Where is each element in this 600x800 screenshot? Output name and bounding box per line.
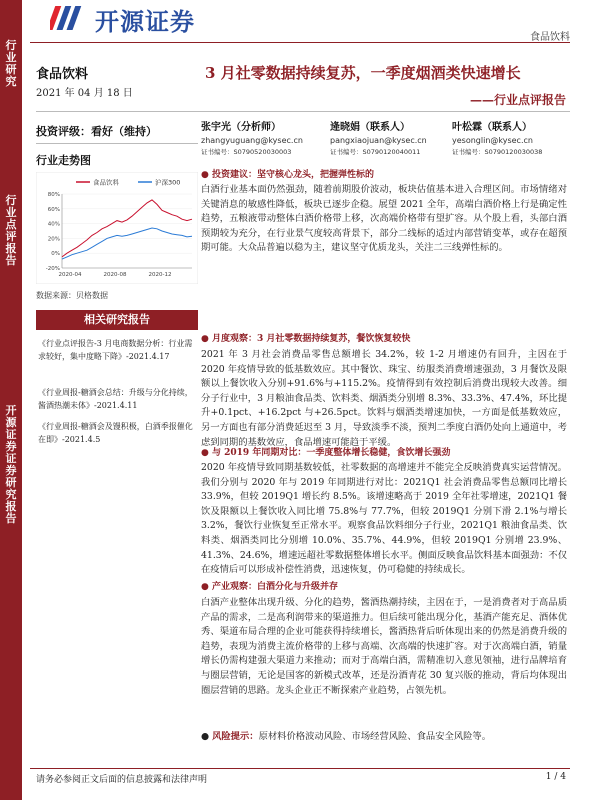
footer-disclaimer[interactable]: 请务必参阅正文后面的信息披露和法律声明	[36, 775, 208, 785]
related-report-item[interactable]: 《行业点评报告-3 月电商数据分析：行业需求较好，集中度略下降》-2021.4.17	[38, 339, 193, 361]
trend-heading: 行业走势图	[36, 154, 91, 167]
analyst-cert: 证书编号：S0790120040011	[330, 148, 421, 156]
analyst-cert: 证书编号：S0790520030003	[201, 148, 292, 156]
risk-note: ● 风险提示：原材料价格波动风险、市场经营风险、食品安全风险等。	[201, 731, 492, 742]
footer-divider	[30, 768, 570, 769]
side-strip	[0, 0, 22, 800]
related-report-item[interactable]: 《行业周报-糖酒会总结：升级与分化持续，酱酒热潮未体》-2021.4.11	[38, 388, 193, 410]
side-label-top: 行业研究	[5, 39, 17, 88]
analyst-email[interactable]: yesonglin@kysec.cn	[452, 136, 533, 145]
analyst-email[interactable]: pangxiaojuan@kysec.cn	[330, 136, 427, 145]
related-report-item[interactable]: 《行业周报-糖酒会及馒积极，白酒季报催化在即》-2021.4.5	[38, 422, 193, 444]
y-tick-label: 80%	[47, 192, 60, 198]
y-tick-label: 60%	[47, 206, 60, 213]
analyst-card	[201, 118, 303, 156]
section-label: 与 2019 年同期对比：一季度整体增长稳健，食饮增长强劲	[212, 448, 451, 458]
y-tick-label: 20%	[47, 236, 60, 243]
title-divider	[36, 111, 570, 112]
related-reports-heading: 相关研究报告	[36, 310, 198, 330]
side-label-bottom: 开源证券 证券研究报告	[5, 404, 17, 525]
section-text: 2021 年 3 月社会消费品零售总额增长 34.2%，较 1-2 月增速仍有回升，主因在于 2020 年疫情导致的低基数效应。其中餐饮、珠宝、纺服类消费增速强劲，3 月餐饮及限额以上餐饮收入分别+91.6%与+115.2%。疫情得到有效控制后消费出现较大改善。细分子行业中，3 月粮油食品类、饮料类、烟酒类分别增 8.3%、33.3%、47.4%，环比提升+0.1pct、+16.2pct 与+26.5pct。饮料与烟酒类增速加快，一方面是低基数效应，另一方面也有部分消费延迟至 3 月，导致淡季不淡，预判二季度白酒仍处向上通道中，考虑到同期的基数效应，食品增速可能趋于平缓。	[201, 349, 567, 448]
y-tick-label: 40%	[47, 221, 60, 228]
analyst-card	[330, 118, 427, 156]
investment-rating: 投资评级：看好（维持）	[36, 125, 157, 138]
y-tick-label: 0%	[51, 251, 60, 258]
logo-text: 开源证券	[95, 8, 195, 36]
legend-label: 食品饮料	[93, 178, 119, 187]
section-heading: ● 月度观察：3 月社零数据持续复苏，餐饮恢复较快	[201, 334, 411, 344]
y-tick-label: -20%	[45, 266, 60, 272]
x-tick-label: 2020-12	[148, 272, 172, 278]
sector-name: 食品饮料	[36, 67, 89, 82]
section-label: 月度观察：3 月社零数据持续复苏，餐饮恢复较快	[212, 334, 411, 344]
trend-chart	[36, 172, 198, 284]
risk-text: 原材料价格波动风险、市场经营风险、食品安全风险等。	[258, 731, 492, 742]
risk-label: 风险提示：	[212, 731, 259, 742]
section-text: 2020 年疫情导致同期基数较低，社零数据的高增速并不能完全反映消费真实运营情况。我们分别与 2020 年与 2019 年同期进行对比：2021Q1 社会消费品零售总额同比增长 33.9%，但较 2019Q1 增长约 8.5%。该增速略高于 2019 全年社零增速，2021Q1 餐饮及限额以上餐饮收入同比增 75.8%与 77.7%，但较 2019Q1 分别下滑 2.1%与增长 3.2%，餐饮行业恢复至正常水平。观察食品饮料细分子行业，2021Q1 粮油食品类、饮料类、烟酒类同比分别增 10.0%、35.7%、44.9%，但较 2019Q1 分别增 23.9%、41.3%、24.6%，增速远超社零数据整体增长水平。侧面反映食品饮料基本面强劲：不仅在疫情后可以形成补偿性消费，迅速恢复，仍可稳健的持续成长。	[201, 462, 567, 576]
analyst-cert: 证书编号：S0790120030038	[452, 148, 543, 156]
rating-divider	[36, 143, 198, 144]
section-label: 投资建议：坚守核心龙头，把握弹性标的	[212, 170, 375, 180]
side-label-middle: 行业点评报告	[5, 194, 17, 267]
page-number: 1 / 4	[545, 772, 566, 782]
report-date: 2021 年 04 月 18 日	[36, 88, 133, 99]
section-heading: ● 产业观察：白酒分化与升级并存	[201, 582, 339, 592]
report-subtitle: ——行业点评报告	[469, 93, 566, 107]
section-label: 产业观察：白酒分化与升级并存	[212, 582, 339, 592]
section-heading: ● 投资建议：坚守核心龙头，把握弹性标的	[201, 170, 375, 180]
x-tick-label: 2020-04	[58, 272, 82, 278]
report-title: 3 月社零数据持续复苏，一季度烟酒类快速增长	[205, 64, 521, 82]
section-heading: ● 与 2019 年同期对比：一季度整体增长稳健，食饮增长强劲	[201, 448, 451, 458]
header-divider	[30, 42, 570, 43]
legend-label: 沪深300	[155, 178, 181, 187]
analyst-name: 逄晓娟（联系人）	[330, 122, 410, 133]
analyst-card	[452, 118, 542, 156]
x-tick-label: 2020-08	[103, 272, 127, 278]
logo-icon	[50, 4, 90, 32]
section-text: 白酒产业整体出现升级、分化的趋势，酱酒热潮持续，主因在于，一是消费者对于高品质产品的需求，二是高利润带来的渠道推力。但后续可能出现分化，基酒产能充足、酒体优秀、渠道布局合理的企业可能获得持续增长，酱酒热背后昕体现出来的仍然是消费升级的趋势，表现为消费主流价格带的上移与高端、次高端的快速扩容。对于次高端白酒，销量增长仍需构建强大渠道力来推动；而对于高端白酒，需精准切入意见领袖，进行品牌培育与圈层营销，无论是国客的新模式改革，还是汾酒青花 30 复兴版的推动，背后均体现出圈层营销的思路。龙头企业正不断探索产业趋势，占领先机。	[201, 597, 567, 696]
section-text: 白酒行业基本面仍然强劲，随着前期股价波动，板块估值基本进入合理区间。市场情绪对关键消息的敏感性降低，板块已逐步企稳。展望 2021 全年，高端白酒价格上行是确定性趋势，五粮液带动整体白酒价格带上移，次高端价格带有望扩容。从个股上看，头部白酒预期较为充分，在行业景气度较高背景下，部分二线标的适过内部营销变革，或存在超预期可能。大众品普遍以稳为主，建议坚守优质龙头，关注二三线弹性标的。	[201, 184, 567, 254]
analyst-name: 叶松霖（联系人）	[452, 122, 532, 133]
analyst-name: 张宇光（分析师）	[201, 122, 281, 133]
analyst-email[interactable]: zhangyuguang@kysec.cn	[201, 136, 303, 145]
chart-source: 数据来源：贝格数据	[36, 291, 108, 300]
header-category: 食品饮料	[530, 32, 570, 43]
